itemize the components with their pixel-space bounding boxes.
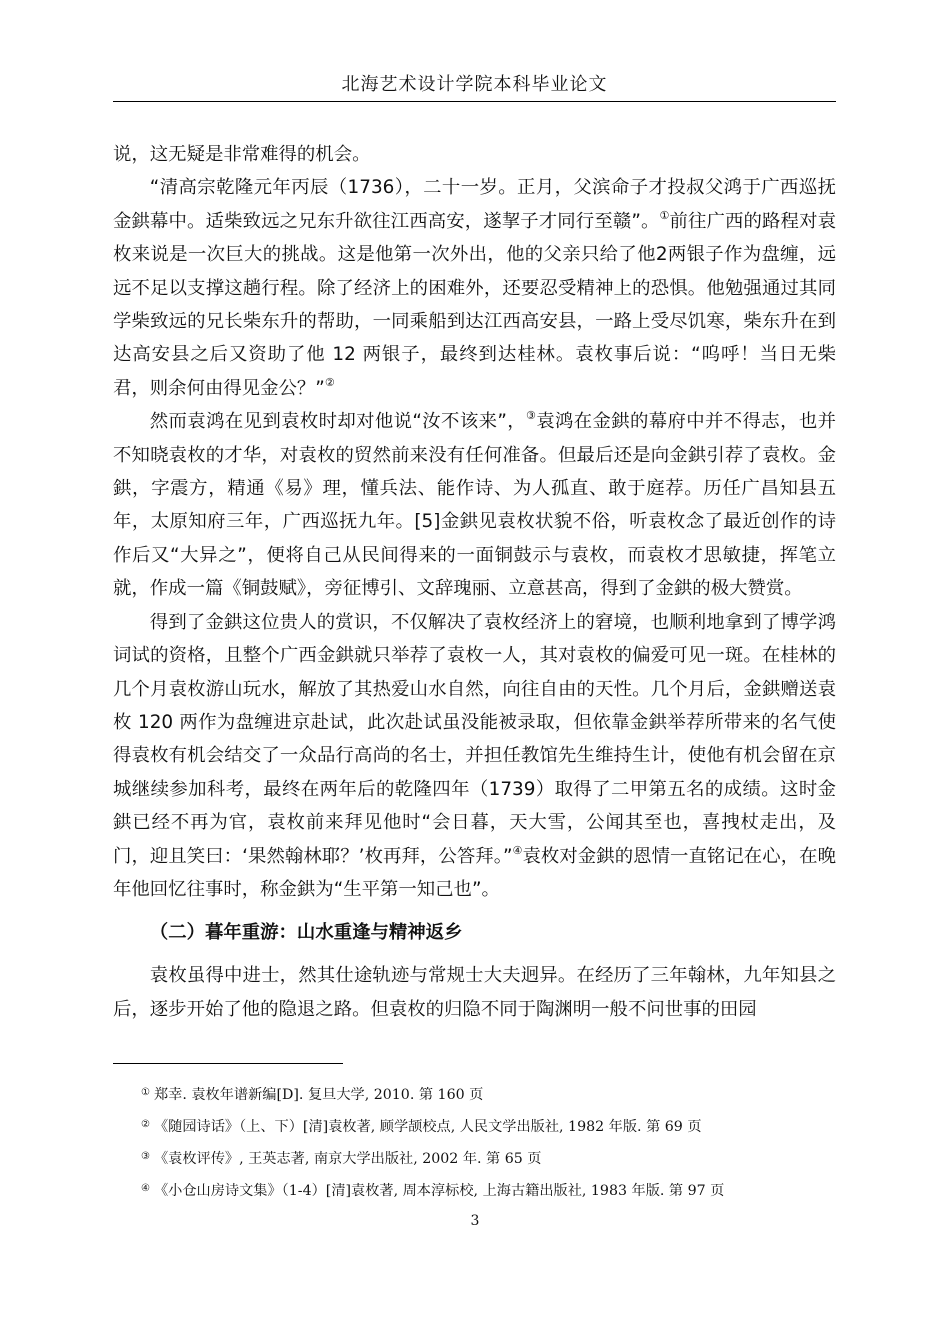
footnote-text: 郑幸. 袁枚年谱新编[D]. 复旦大学, 2010. 第 160 页 [153, 1087, 484, 1103]
footnote-text: 《小仓山房诗文集》（1-4）[清]袁枚著, 周本淳标校, 上海古籍出版社, 1983 年版. 第 97 页 [153, 1183, 725, 1199]
paragraph-continuation [113, 138, 836, 171]
footnote-ref[interactable]: ② [324, 375, 335, 389]
paragraph-text: 然而袁鸿在见到袁枚时却对他说“汝不该来”， [149, 411, 526, 433]
footnote [141, 1110, 841, 1142]
footnote-mark: ② [141, 1119, 150, 1130]
footnote-ref[interactable]: ① [659, 208, 670, 222]
footnote-mark: ① [141, 1087, 150, 1098]
paragraph-text: 袁鸿在金鉷的幕府中并不得志，也并不知晓袁枚的才华，对袁枚的贸然前来没有任何准备。但最后还是向金鉷引荐了袁枚。金鉷，字震方，精通《易》理，懂兵法、能作诗、为人孤直、敢于庭荐。历任广昌知县五年，太原知府三年，广西巡抚九年。[5]金鉷见袁枚状貌不俗，听袁枚念了最近创作的诗作后又“大异之”，便将自己从民间得来的一面铜鼓示与袁枚，而袁枚才思敏捷，挥笔立就，作成一篇《铜鼓赋》，旁征博引、文辞瑰丽、立意甚高，得到了金鉷的极大赞赏。 [113, 411, 836, 600]
paragraph [113, 171, 836, 405]
footnote-text: 《随园诗话》（上、下）[清]袁枚著, 顾学颉校点, 人民文学出版社, 1982 年版. 第 69 页 [153, 1119, 702, 1135]
paragraph-text: 说，这无疑是非常难得的机会。 [113, 144, 371, 165]
body-text [113, 138, 836, 1026]
footnote-ref[interactable]: ③ [525, 409, 537, 423]
section-heading: （二）暮年重游：山水重逢与精神返乡 [149, 922, 463, 944]
paragraph [113, 606, 836, 907]
footnote-mark: ④ [141, 1183, 150, 1194]
footnote-text: 《袁枚评传》, 王英志著, 南京大学出版社, 2002 年. 第 65 页 [153, 1151, 542, 1167]
paragraph [113, 959, 836, 1026]
running-header: 北海艺术设计学院本科毕业论文 [341, 74, 608, 95]
footnote [141, 1174, 841, 1206]
footnote [141, 1142, 841, 1174]
page-number: 3 [470, 1213, 480, 1229]
paragraph-text: 袁枚虽得中进士，然其仕途轨迹与常规士大夫迥异。在经历了三年翰林，九年知县之后，逐步开始了他的隐退之路。但袁枚的归隐不同于陶渊明一般不问世事的田园 [113, 965, 836, 1020]
paragraph-text: 前往广西的路程对袁枚来说是一次巨大的挑战。这是他第一次外出，他的父亲只给了他2两银子作为盘缠，远远不足以支撑这趟行程。除了经济上的困难外，还要忍受精神上的恐惧。他勉强通过其同学柴致远的兄长柴东升的帮助，一同乘船到达江西高安县，一路上受尽饥寒，柴东升在到达高安县之后又资助了他 12 两银子，最终到达桂林。袁枚事后说：“呜呼！当日无柴君，则余何由得见金公？” [113, 210, 836, 399]
paragraph-text: 袁枚对金鉷的恩情一直铭记在心，在晚年他回忆往事时，称金鉷为“生平第一知己也”。 [113, 845, 836, 900]
footnote-ref[interactable]: ④ [512, 843, 523, 857]
header-divider [113, 101, 836, 102]
quote-text: “清高宗乾隆元年丙辰（1736），二十一岁。正月，父滨命子才投叔父鸿于广西巡抚金鉷幕中。适柴致远之兄东升欲往江西高安，遂挈子才同行至赣”。 [113, 177, 836, 232]
paragraph [113, 405, 836, 605]
paragraph-text: 得到了金鉷这位贵人的赏识，不仅解决了袁枚经济上的窘境，也顺利地拿到了博学鸿词试的资格，且整个广西金鉷就只举荐了袁枚一人，其对袁枚的偏爱可见一斑。在桂林的几个月袁枚游山玩水，解放了其热爱山水自然，向往自由的天性。几个月后，金鉷赠送袁枚 120 两作为盘缠进京赴试，此次赴试虽没能被录取，但依靠金鉷举荐所带来的名气使得袁枚有机会结交了一众品行高尚的名士，并担任教馆先生维持生计，使他有机会留在京城继续参加科考，最终在两年后的乾隆四年（1739）取得了二甲第五名的成绩。这时金鉷已经不再为官，袁枚前来拜见他时“会日暮，天大雪，公闻其至也，喜拽杖走出，及门，迎且笑曰：‘果然翰林耶？’枚再拜，公答拜。” [113, 611, 836, 867]
footnote-divider [113, 1063, 343, 1064]
footnotes [141, 1078, 841, 1206]
footnote-mark: ③ [141, 1151, 150, 1162]
footnote [141, 1078, 841, 1110]
